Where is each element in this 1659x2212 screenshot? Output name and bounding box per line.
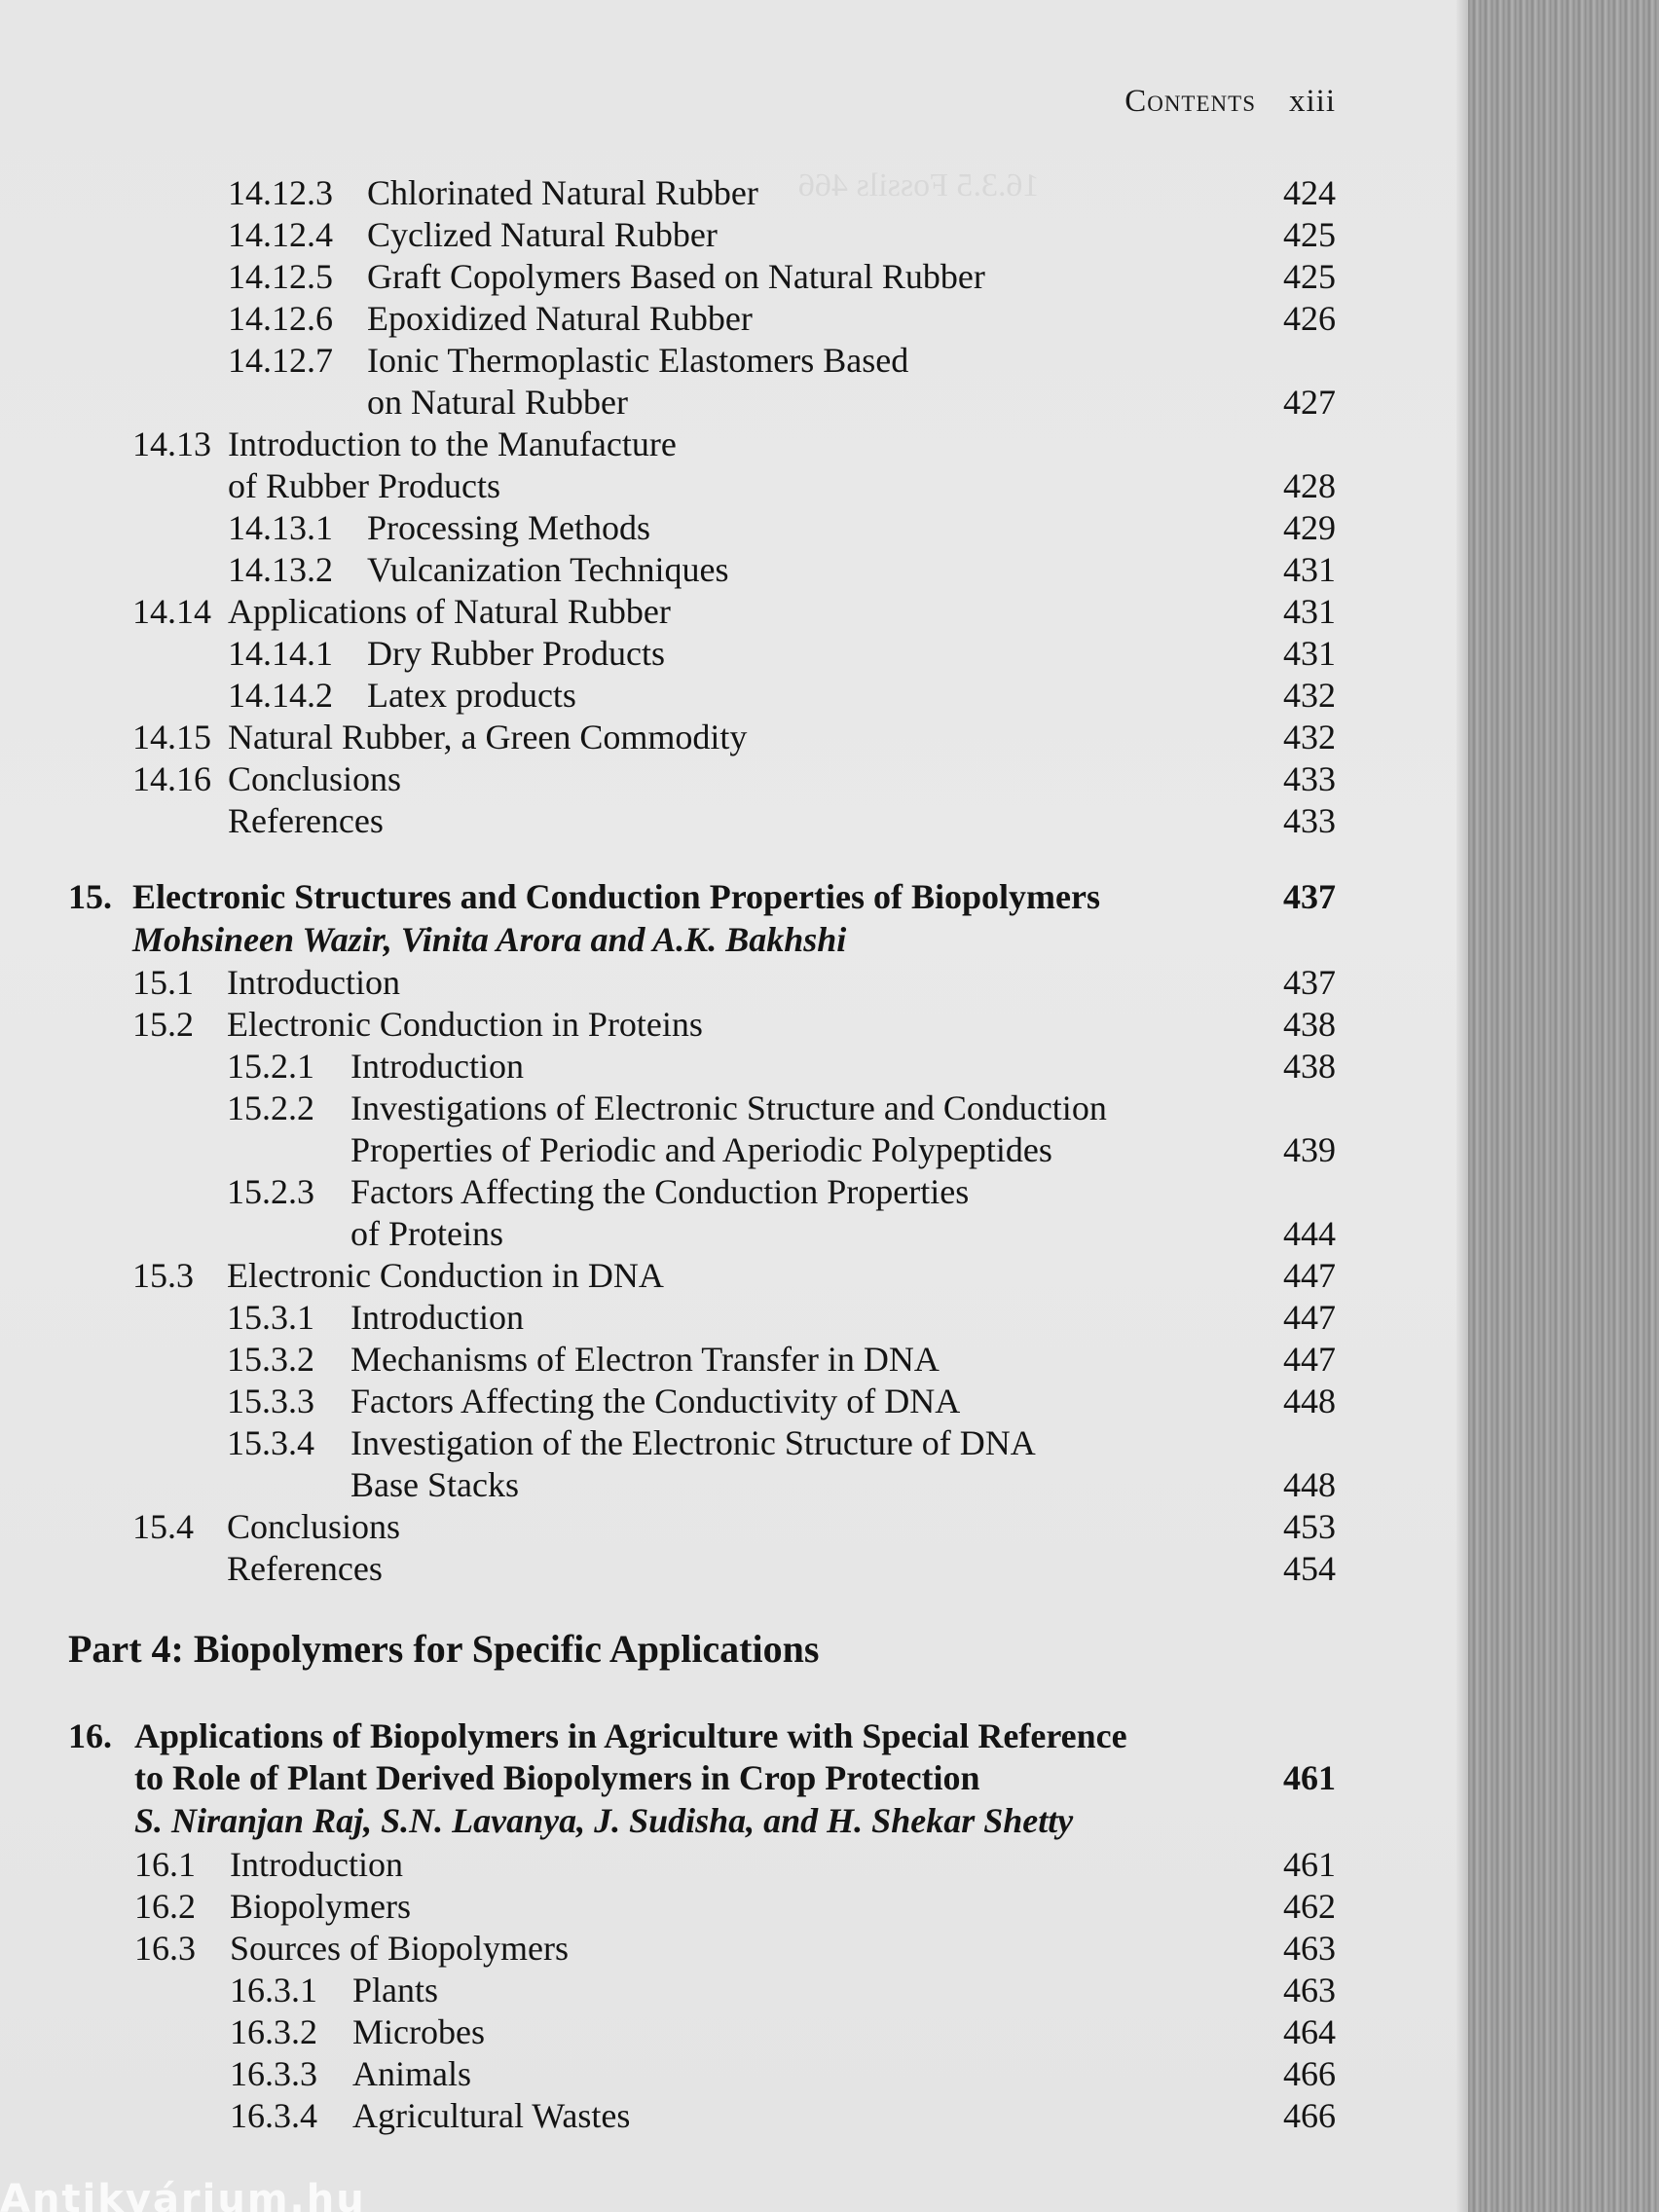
toc-entry-title: References — [228, 801, 384, 840]
toc-entry-number: 14.12.5 — [228, 257, 333, 296]
toc-entry-title-cont: Properties of Periodic and Aperiodic Polypeptides — [350, 1130, 1052, 1169]
toc-entry-number: 14.15 — [132, 718, 211, 756]
part-heading: Part 4: Biopolymers for Specific Applications — [68, 1627, 820, 1671]
toc-entry-number: 15.2.3 — [227, 1172, 314, 1211]
toc-entry-title: Factors Affecting the Conductivity of DNA — [350, 1382, 961, 1420]
toc-entry-number: 15.3.2 — [227, 1340, 314, 1379]
chapter-number: 15. — [68, 877, 112, 916]
toc-entry-number: 14.12.4 — [228, 215, 333, 254]
toc-entry-title: Plants — [352, 1971, 439, 2009]
toc-entry-title: Cyclized Natural Rubber — [367, 215, 718, 254]
toc-entry-number: 15.2.1 — [227, 1047, 314, 1086]
toc-entry-title: Microbes — [352, 2012, 485, 2051]
toc-entry-title-cont: of Rubber Products — [228, 466, 500, 505]
toc-entry-number: 15.1 — [132, 963, 194, 1002]
toc-entry-number: 16.3.1 — [230, 1971, 317, 2009]
toc-entry-title: Mechanisms of Electron Transfer in DNA — [350, 1340, 940, 1379]
toc-entry-number: 14.13 — [132, 424, 211, 463]
toc-entry-title-cont: Base Stacks — [350, 1465, 519, 1504]
toc-entry-title: Introduction to the Manufacture — [228, 424, 677, 463]
toc-entry-number: 16.3.4 — [230, 2096, 317, 2135]
toc-entry-number: 14.12.3 — [228, 173, 333, 212]
toc-entry-title: Biopolymers — [230, 1887, 411, 1926]
toc-entry-title: References — [227, 1549, 383, 1588]
toc-entry-title: Introduction — [350, 1047, 524, 1086]
toc-entry-number: 14.12.7 — [228, 341, 333, 380]
toc-entry-title: Factors Affecting the Conduction Properties — [350, 1172, 970, 1211]
chapter-authors: S. Niranjan Raj, S.N. Lavanya, J. Sudisha, and H. Shekar Shetty — [134, 1801, 1074, 1840]
toc-entry-number: 16.3.2 — [230, 2012, 317, 2051]
toc-entry-title: Applications of Natural Rubber — [228, 592, 671, 631]
toc-entry-number: 16.2 — [134, 1887, 196, 1926]
toc-entry-title: Introduction — [227, 963, 400, 1002]
toc-entry-title: Processing Methods — [367, 508, 650, 547]
chapter-title: Applications of Biopolymers in Agriculture with Special Reference — [134, 1716, 1127, 1755]
toc-entry-title: Electronic Conduction in Proteins — [227, 1005, 703, 1044]
toc-entry-title: Investigations of Electronic Structure and Conduction — [350, 1088, 1107, 1127]
watermark: Antikvárium.hu — [0, 2177, 366, 2212]
toc-entry-number: 16.3.3 — [230, 2054, 317, 2093]
toc-entry-number: 14.13.1 — [228, 508, 333, 547]
toc-entry-title: Graft Copolymers Based on Natural Rubber — [367, 257, 985, 296]
toc-entry-number: 14.14.1 — [228, 634, 333, 673]
toc-entry-title-cont: of Proteins — [350, 1214, 503, 1253]
toc-entry-title: Ionic Thermoplastic Elastomers Based — [367, 341, 909, 380]
toc-entry-title: Sources of Biopolymers — [230, 1929, 569, 1968]
toc-entry-title: Chlorinated Natural Rubber — [367, 173, 758, 212]
chapter-title: Electronic Structures and Conduction Properties of Biopolymers — [132, 877, 1100, 916]
toc-entry-number: 14.14 — [132, 592, 211, 631]
toc-entry-number: 15.4 — [132, 1507, 194, 1546]
toc-entry-title: Animals — [352, 2054, 471, 2093]
toc-entry-title: Electronic Conduction in DNA — [227, 1256, 664, 1295]
toc-entry-number: 16.3 — [134, 1929, 196, 1968]
toc-entry-title: Conclusions — [227, 1507, 401, 1546]
toc-entry-title: Investigation of the Electronic Structure of DNA — [350, 1423, 1036, 1462]
toc-entry-number: 15.3.3 — [227, 1382, 314, 1420]
toc-entry-title: Agricultural Wastes — [352, 2096, 631, 2135]
show-through-text: 16.3.5 Fossils 466 — [798, 167, 1040, 203]
chapter-number: 16. — [68, 1716, 112, 1755]
toc-entry-number: 14.14.2 — [228, 676, 333, 715]
table-of-contents: 14.12.3 Chlorinated Natural Rubber 424 14.12.4 Cyclized Natural Rubber 425 14.12.5 Graft Copolymers Based on Natural Rubber 425 14.12.6 Epoxidized Natural Rubber 426 14.12.7 Ionic Thermoplastic Elastomers Based on Natural Rubber 427 14.13 Introduction to the Manufacture of Rubber Products 428 14.13.1 Processing Methods 429 14.13.2 Vulcanization Techniques 431 14.14 Applications of Natural Rubber 431 14.14.1 Dry Rubber Products 431 14.14.2 Latex products 432 14.15 Natural Rubber, a Green Commodity 432 14.16 Conclusions 433 References 433 15. Electronic Structures and Conduction Properties of Biopolymers 437 Mohsineen Wazir, Vinita Arora and A.K. Bakhshi 15.1 Introduction 437 15.2 Electronic Conduction in Proteins 438 15.2.1 Introduction 438 15.2.2 Investigations of Electronic Structure and Conduction Properties of Periodic and Aperiodic Polypeptides 439 15.2.3 Factors Affecting the Conduction Properties of Proteins 444 15.3 Electronic Conduction in DNA 447 15.3.1 Introduction 447 15.3.2 Mechanisms of Electron Transfer in DNA 447 15.3.3 Factors Affecting the Conductivity of DNA 448 15.3.4 Investigation of the Electronic Structure of DNA Base Stacks 448 15.4 Conclusions 453 References 454 Part 4: Biopolymers for Specific Applications 16. Applications of Biopolymers in Agriculture with Special Reference to Role of Plant Derived Biopolymers in Crop Protection 461 S. Niranjan Raj, S.N. Lavanya, J. Sudisha, and H. Shekar Shetty 16.1 Introduction 461 16.2 Biopolymers 462 16.3 Sources of Biopolymers 463 16.3.1 Plants 463 16.3.2 Microbes 464 16.3.3 Animals 466 16.3.4 Agricultural Wastes 466 — [68, 173, 1336, 2135]
toc-entry-title: Epoxidized Natural Rubber — [367, 299, 753, 338]
toc-entry-number: 15.3 — [132, 1256, 194, 1295]
toc-entry-title: Conclusions — [228, 759, 402, 798]
toc-entry-number: 14.12.6 — [228, 299, 333, 338]
toc-entry-title-cont: on Natural Rubber — [367, 383, 628, 422]
toc-entry-number: 15.2.2 — [227, 1088, 314, 1127]
toc-entry-title: Introduction — [230, 1845, 403, 1884]
header-label: Contents — [1124, 84, 1256, 119]
toc-entry-number: 15.2 — [132, 1005, 194, 1044]
chapter-authors: Mohsineen Wazir, Vinita Arora and A.K. Bakhshi — [132, 920, 847, 959]
toc-entry-title: Vulcanization Techniques — [367, 550, 729, 589]
toc-entry-title: Dry Rubber Products — [367, 634, 665, 673]
book-spine — [1468, 0, 1659, 2212]
toc-entry-title: Natural Rubber, a Green Commodity — [228, 718, 748, 756]
toc-entry-number: 15.3.1 — [227, 1298, 314, 1337]
chapter-title-cont: to Role of Plant Derived Biopolymers in Crop Protection — [134, 1758, 980, 1797]
toc-entry-number: 16.1 — [134, 1845, 196, 1884]
toc-entry-title: Latex products — [367, 676, 576, 715]
toc-entry-title: Introduction — [350, 1298, 524, 1337]
toc-entry-number: 14.16 — [132, 759, 211, 798]
header-page-number: xiii — [1288, 84, 1336, 119]
toc-entry-number: 15.3.4 — [227, 1423, 314, 1462]
toc-entry-number: 14.13.2 — [228, 550, 333, 589]
